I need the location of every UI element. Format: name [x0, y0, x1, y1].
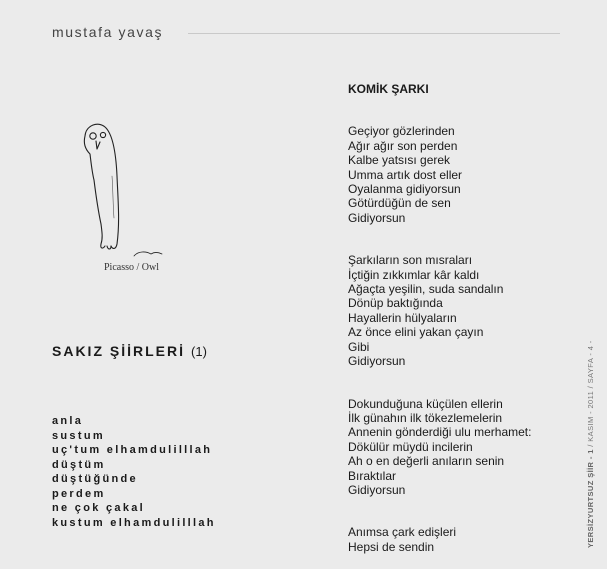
- poem-line: Hayallerin hülyaların: [348, 310, 457, 325]
- poem-line: Şarkıların son mısraları: [348, 253, 473, 268]
- poem-line: İlk günahın ilk tökezlemelerin: [348, 410, 503, 425]
- stanza-4: [348, 525, 531, 554]
- short-poem-line: anla: [52, 415, 84, 427]
- poem-line: Hepsi de sendin: [348, 539, 435, 554]
- short-poem-line: perdem: [52, 487, 106, 500]
- poem-line: Gidiyorsun: [348, 210, 406, 225]
- author-name: mustafa yavaş: [52, 24, 164, 40]
- issue-date: KASIM - 2011: [586, 390, 595, 442]
- series-number: (1): [191, 344, 207, 359]
- series-title-text: SAKIZ ŞİİRLERİ: [52, 343, 186, 359]
- short-poem-line: sustum: [52, 429, 105, 442]
- poem-line: Ağaçta yeşilin, suda sandalın: [348, 282, 504, 297]
- series-title: [52, 343, 207, 359]
- side-note: [586, 340, 595, 548]
- short-poem: [52, 414, 216, 530]
- poem-line: Dönüp baktığında: [348, 296, 443, 311]
- poem-line: Az önce elini yakan çayın: [348, 325, 484, 340]
- poem-line: Kalbe yatsısı gerek: [348, 153, 451, 168]
- side-note-separator: /: [586, 385, 595, 389]
- owl-drawing: [72, 118, 172, 260]
- page-number: SAYFA - 4 -: [586, 340, 595, 384]
- side-note-separator: /: [586, 444, 595, 447]
- poem: [348, 82, 531, 569]
- poem-line: Ağır ağır son perden: [348, 138, 458, 153]
- short-poem-line: ne çok çakal: [52, 502, 146, 514]
- poem-line: Oyalanma gidiyorsun: [348, 182, 461, 197]
- poem-line: Annenin gönderdiği ulu merhamet:: [348, 425, 532, 440]
- stanza-2: [348, 253, 531, 368]
- poem-line: Umma artık dost eller: [348, 167, 463, 182]
- poem-line: Ah o en değerli anıların senin: [348, 454, 505, 469]
- poem-line: Anımsa çark edişleri: [348, 525, 457, 540]
- poem-title: KOMİK ŞARKI: [348, 82, 429, 96]
- poem-line: Gibi: [348, 339, 370, 354]
- poem-line: Dokunduğuna küçülen ellerin: [348, 396, 503, 411]
- short-poem-line: düştüm: [52, 458, 106, 471]
- poem-line: Geçiyor gözlerinden: [348, 124, 455, 139]
- poem-line: Bıraktılar: [348, 468, 397, 483]
- header-rule: [188, 33, 560, 34]
- illustration-caption: Picasso / Owl: [104, 262, 159, 273]
- short-poem-line: düştüğünde: [52, 473, 138, 485]
- publication-name: YERSİZYURTSUZ ŞİİR - 1: [586, 449, 595, 548]
- poem-line: Götürdüğün de sen: [348, 196, 451, 211]
- poem-line: Dökülür müydü incilerin: [348, 439, 473, 454]
- poem-line: İçtiğin zıkkımlar kâr kaldı: [348, 267, 480, 282]
- stanza-1: [348, 124, 531, 225]
- short-poem-line: uç'tum elhamdulilllah: [52, 444, 213, 456]
- poem-line: Gidiyorsun: [348, 354, 406, 369]
- poem-line: Gidiyorsun: [348, 482, 406, 497]
- stanza-3: [348, 397, 531, 498]
- short-poem-line: kustum elhamdulilllah: [52, 516, 216, 529]
